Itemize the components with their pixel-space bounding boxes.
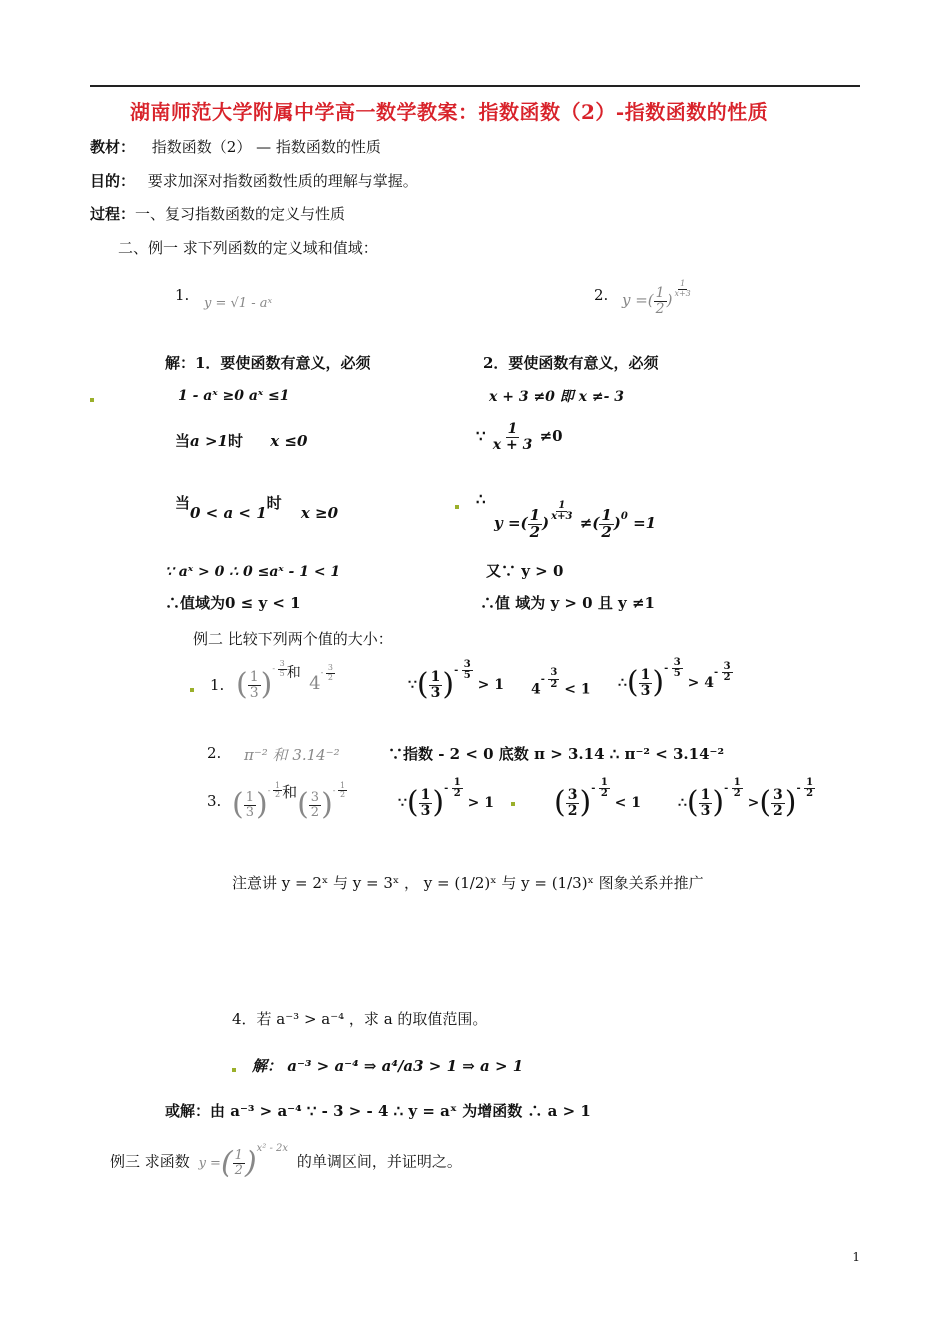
ex3-line — [110, 1142, 462, 1180]
ex2-item-1-conclusion: ∴( $\frac{1}{3}$ )$^{- \frac{3}{5}}$ > $4^{- \frac{3}{2}}$ — [618, 656, 731, 701]
ex2-item-2-number: 2. — [207, 744, 222, 762]
case-condition: 0 < a < 1 — [190, 504, 267, 522]
case-result: x ≤0 — [270, 432, 308, 450]
bullet-marker — [90, 398, 94, 402]
and-word: 和 — [286, 665, 301, 682]
ex2-item-3-step-b: ( $\frac{3}{2}$ )$^{- \frac{1}{2}}$ < 1 — [554, 776, 642, 821]
process-value: 一、复习指数函数的定义与性质 — [135, 205, 346, 223]
ex2-item-1-step-a: ∵( $\frac{1}{3}$ )$^{- \frac{3}{5}}$ > 1 — [408, 658, 504, 703]
ex1-right-step-1: x + 3 ≠0 即 x ≠- 3 — [489, 389, 625, 405]
ex2-item-1-question: ( $\frac{1}{3}$ )$^{- \frac{3}{5}}$ 和 $4^{- \frac{3}{2}}$ — [236, 659, 333, 703]
ex1-solution-right-heading: 2．要使函数有意义，必须 — [483, 354, 659, 372]
ex2-item-2-question: π⁻² 和 3.14⁻² — [244, 746, 340, 764]
textbook-line — [90, 136, 381, 157]
ex2-item-1-step-b: $4^{- \frac{3}{2}}$ < 1 — [531, 667, 591, 698]
ex3-text-a: 例三 求函数 — [110, 1152, 190, 1171]
top-rule — [90, 85, 860, 87]
ex1-problem-1-formula: y = √1 - aˣ — [204, 296, 273, 311]
case-when: 时 — [227, 432, 243, 450]
ex1-left-range: ∴值域为0 ≤ y < 1 — [165, 594, 301, 612]
process-label: 过程： — [90, 205, 136, 223]
textbook-label: 教材： — [90, 138, 136, 156]
purpose-label: 目的： — [90, 172, 136, 190]
case-result: x ≥0 — [300, 504, 339, 522]
page-title: 湖南师范大学附属中学高一数学教案：指数函数（2）-指数函数的性质 — [130, 100, 769, 124]
ex3-formula: y =( $\frac{1}{2}$ )$^{x^2 - 2x}$ — [198, 1142, 289, 1180]
ex2-heading: 例二 比较下列两个值的大小： — [193, 630, 393, 648]
ex2-item-4: 4．若 a⁻³ > a⁻⁴ ，求 a 的取值范围。 — [232, 1010, 488, 1028]
ex2-item-3-step-a: ∵( $\frac{1}{3}$ )$^{- \frac{1}{2}}$ > 1 — [398, 776, 494, 821]
ex1-right-step-3: ∴ y =( $\frac{1}{2}$ ) $^{\frac{1}{x+3}}$ ≠( $\frac{1}{2}$ )$^0$ =1 — [476, 490, 657, 541]
bullet-marker — [232, 1068, 236, 1072]
ex2-item-3-question: ( $\frac{1}{3}$ )$^{- \frac{1}{2}}$ 和( $\frac{3}{2}$ )$^{- \frac{1}{2}}$ — [232, 780, 346, 822]
page-number: 1 — [852, 1250, 860, 1264]
ex2-item-2-answer: ∵指数 - 2 < 0 底数 π > 3.14 ∴ π⁻² < 3.14⁻² — [388, 745, 725, 763]
ex1-right-range: ∴值 域为 y > 0 且 y ≠1 — [480, 594, 655, 612]
ex2-item-4-alt-solution: 或解：由 a⁻³ > a⁻⁴ ∵ - 3 > - 4 ∴ y = aˣ 为增函数 ∴ a > 1 — [165, 1102, 591, 1120]
process-line — [90, 203, 345, 224]
ex1-left-step-4: ∵ aˣ > 0 ∴ 0 ≤aˣ - 1 < 1 — [165, 564, 341, 580]
ex2-item-1-number: 1. — [210, 676, 225, 694]
case-when: 时 — [266, 494, 282, 512]
textbook-value: 指数函数（2） — 指数函数的性质 — [151, 138, 381, 156]
ex2-item-4-solution: 解： a⁻³ > a⁻⁴ ⇒ a⁴/a3 > 1 ⇒ a > 1 — [252, 1057, 524, 1075]
ex2-item-3-number: 3. — [207, 792, 222, 810]
ex1-problem-2-number: 2. — [594, 286, 609, 304]
ex1-right-step-2: ∵ $\frac{1}{x + 3}$ ≠0 — [476, 421, 563, 453]
bullet-marker — [455, 505, 459, 509]
ex1-problem-2-formula: y =( $\frac{1}{2}$ ) $^{\frac{1}{x+3}}$ — [622, 279, 691, 317]
ex1-solution-left-heading: 解：1．要使函数有意义，必须 — [165, 354, 371, 372]
purpose-value: 要求加深对指数函数性质的理解与掌握。 — [147, 172, 418, 190]
ex3-text-b: 的单调区间，并证明之。 — [296, 1152, 462, 1171]
bullet-marker — [190, 688, 194, 692]
ex1-left-step-1: 1 - aˣ ≥0 aˣ ≤1 — [178, 388, 290, 404]
ex1-left-case-2 — [175, 492, 339, 522]
case-condition: a >1 — [190, 432, 228, 450]
ex2-item-3-conclusion: ∴( $\frac{1}{3}$ )$^{- \frac{1}{2}}$ >( $\frac{3}{2}$ )$^{- \frac{1}{2}}$ — [678, 776, 814, 821]
ex1-left-case-1 — [175, 430, 307, 451]
section-2-heading: 二、例一 求下列函数的定义域和值域： — [118, 239, 378, 257]
ex1-problem-1-number: 1. — [175, 286, 190, 304]
purpose-line — [90, 170, 418, 191]
case-word: 当 — [175, 432, 191, 450]
ex2-note: 注意讲 y = 2ˣ 与 y = 3ˣ ， y = (1/2)ˣ 与 y = (1/3)ˣ 图象关系并推广 — [232, 874, 704, 892]
ex1-right-step-4: 又∵ y > 0 — [486, 562, 564, 580]
case-word: 当 — [175, 494, 191, 512]
bullet-marker — [511, 802, 515, 806]
